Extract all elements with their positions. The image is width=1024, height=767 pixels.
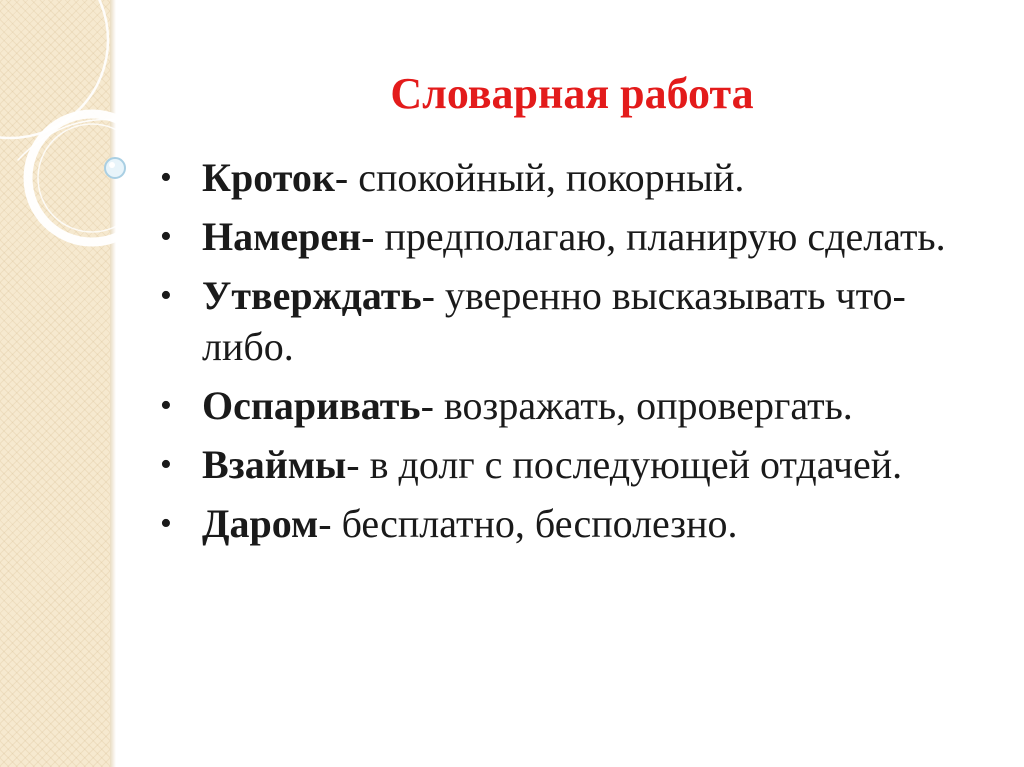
slide-title: Словарная работа xyxy=(390,69,754,118)
bullet-icon: • xyxy=(160,387,172,424)
list-item xyxy=(160,211,980,262)
bullet-icon: • xyxy=(160,446,172,483)
term-definition: - возражать, опровергать. xyxy=(420,383,853,428)
term-list xyxy=(160,152,980,557)
term-word: Взаймы xyxy=(202,442,347,487)
term-word: Оспаривать xyxy=(202,383,421,428)
bullet-icon: • xyxy=(160,159,172,196)
list-item xyxy=(160,380,980,431)
term-word: Кроток xyxy=(202,155,335,200)
list-item xyxy=(160,498,980,549)
term-word: Даром xyxy=(202,501,319,546)
list-item xyxy=(160,152,980,203)
bullet-icon: • xyxy=(160,218,172,255)
term-word: Намерен xyxy=(202,214,362,259)
bullet-icon: • xyxy=(160,277,172,314)
term-definition: - уверенно высказывать что-либо. xyxy=(202,273,906,369)
list-item xyxy=(160,270,980,372)
term-definition: - бесплатно, бесполезно. xyxy=(318,501,738,546)
term-definition: - предполагаю, планирую сделать. xyxy=(361,214,946,259)
bullet-icon: • xyxy=(160,505,172,542)
term-word: Утверждать xyxy=(202,273,422,318)
term-definition: - в долг с последующей отдачей. xyxy=(346,442,903,487)
list-item xyxy=(160,439,980,490)
term-definition: - спокойный, покорный. xyxy=(334,155,745,200)
